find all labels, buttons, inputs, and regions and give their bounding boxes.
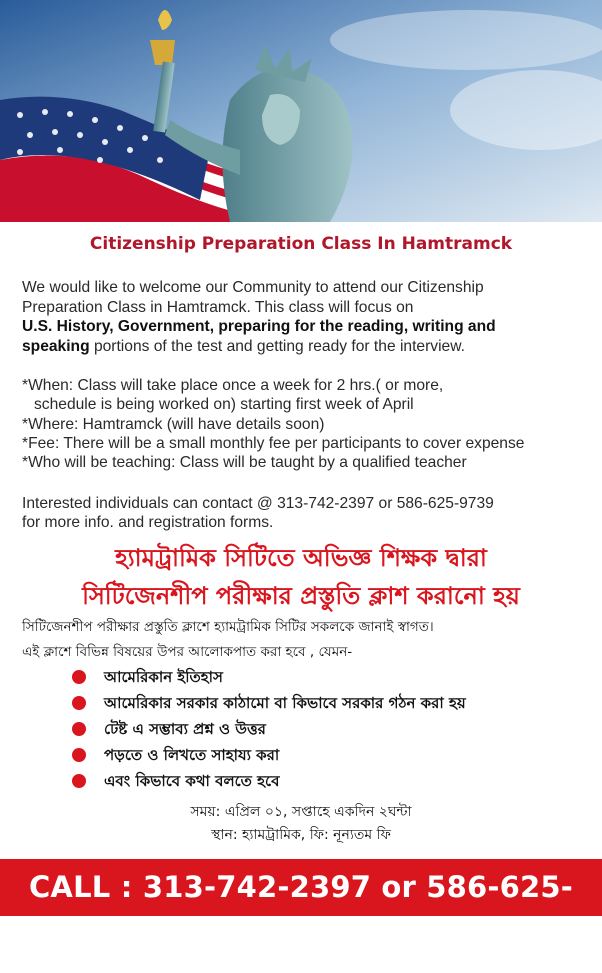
intro-paragraph: [22, 278, 587, 356]
bullet-icon: [72, 748, 86, 762]
schedule-time: সময়: এপ্রিল ০১, সপ্তাহে একদিন ২ঘন্টা: [190, 804, 412, 820]
list-item-label: আমেরিকার সরকার কাঠামো বা কিভাবে সরকার গঠন করা হয়: [104, 694, 466, 712]
list-item: [72, 690, 466, 716]
bullet-icon: [72, 670, 86, 684]
list-item: [72, 716, 466, 742]
bengali-headline: হ্যামট্রামিক সিটিতে অভিজ্ঞ শিক্ষক দ্বারা: [115, 544, 487, 572]
hero-image: [0, 0, 602, 222]
page-title: Citizenship Preparation Class In Hamtramck: [89, 234, 513, 254]
detail-when-continued: schedule is being worked on) starting first week of April: [34, 396, 414, 414]
detail-fee: *Fee: There will be a small monthly fee per participants to cover expense: [22, 434, 525, 452]
list-item-label: টেষ্ট এ সম্ভাব্য প্রশ্ন ও উত্তর: [104, 720, 266, 738]
detail-when: *When: Class will take place once a week for 2 hrs.( or more,: [22, 377, 444, 394]
bengali-topics-intro: এই ক্লাশে বিভিন্ন বিষয়ের উপর আলোকপাত করা হবে , যেমন-: [22, 644, 353, 660]
intro-bold-line: U.S. History, Government, preparing for the reading, writing and: [22, 318, 496, 335]
detail-where: *Where: Hamtramck (will have details soon): [22, 415, 325, 433]
list-item-label: এবং কিভাবে কথা বলতে হবে: [104, 772, 280, 790]
list-item-label: আমেরিকান ইতিহাস: [104, 668, 223, 686]
intro-line: Preparation Class in Hamtramck. This class will focus on: [22, 298, 414, 316]
list-item-label: পড়তে ও লিখতে সাহায্য করা: [104, 746, 280, 764]
intro-bold-word: speaking: [22, 337, 90, 355]
bullet-icon: [72, 722, 86, 736]
bullet-icon: [72, 696, 86, 710]
bullet-icon: [72, 774, 86, 788]
detail-who: *Who will be teaching: Class will be taught by a qualified teacher: [22, 454, 467, 472]
contact-info: [22, 494, 582, 533]
call-text: CALL : 313-742-2397 or 586-625-9739: [28, 870, 574, 961]
bengali-headline: সিটিজেনশীপ পরীক্ষার প্রস্তুতি ক্লাশ করানো হয়: [82, 582, 520, 610]
bengali-welcome-text: সিটিজেনশীপ পরীক্ষার প্রস্তুতি ক্লাশে হ্যামট্রামিক সিটির সকলকে জানাই স্বাগত।: [22, 619, 434, 635]
intro-line: We would like to welcome our Community to attend our Citizenship: [22, 279, 484, 296]
list-item: [72, 768, 466, 794]
class-details: [22, 376, 597, 472]
schedule-place-fee: স্থান: হ্যামট্রামিক, ফি: নূন্যতম ফি: [211, 827, 391, 843]
statue-of-liberty-and-flag-image: [0, 0, 602, 222]
contact-line: for more info. and registration forms.: [22, 514, 274, 532]
intro-line-rest: portions of the test and getting ready for the interview.: [89, 337, 465, 355]
list-item: [72, 742, 466, 768]
call-banner: [0, 859, 602, 961]
topics-list: [72, 664, 466, 794]
contact-line: Interested individuals can contact @ 313-742-2397 or 586-625-9739: [22, 495, 494, 512]
list-item: [72, 664, 466, 690]
